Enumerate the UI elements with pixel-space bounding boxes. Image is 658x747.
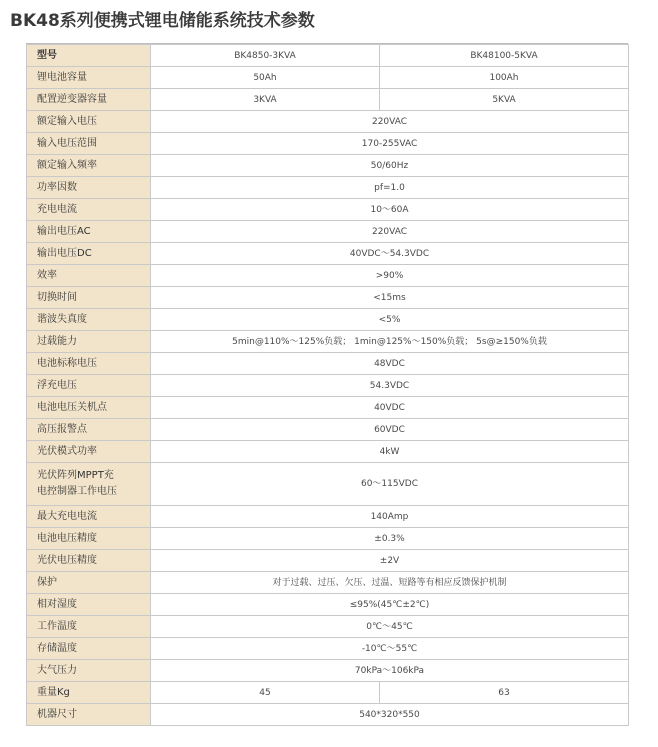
row-value: 5min@110%～125%负载； 1min@125%～150%负载； 5s@≥150%负载: [151, 331, 629, 353]
table-row: [27, 594, 629, 616]
table-row: [27, 682, 629, 704]
table-row: [27, 441, 629, 463]
row-label: 锂电池容量: [27, 67, 151, 89]
table-row: [27, 572, 629, 594]
row-label: 效率: [27, 265, 151, 287]
row-value: 220VAC: [151, 221, 629, 243]
row-value: 540*320*550: [151, 704, 629, 726]
model-1: BK4850-3KVA: [151, 45, 380, 67]
row-label: 电池标称电压: [27, 353, 151, 375]
row-label: 配置逆变器容量: [27, 89, 151, 111]
row-label: 浮充电压: [27, 375, 151, 397]
row-label: 充电电流: [27, 199, 151, 221]
page-title: BK48系列便携式锂电储能系统技术参数: [10, 11, 315, 31]
row-label: 光伏电压精度: [27, 550, 151, 572]
row-label: 功率因数: [27, 177, 151, 199]
row-label: 高压报警点: [27, 419, 151, 441]
table-row: [27, 67, 629, 89]
row-value-model-1: 45: [151, 682, 380, 704]
table-row: [27, 528, 629, 550]
row-value-model-2: 100Ah: [380, 67, 629, 89]
row-value: ±2V: [151, 550, 629, 572]
row-value: 60～115VDC: [151, 463, 629, 506]
row-label: 切换时间: [27, 287, 151, 309]
table-row: [27, 616, 629, 638]
row-label: 机器尺寸: [27, 704, 151, 726]
row-value: >90%: [151, 265, 629, 287]
row-label: 保护: [27, 572, 151, 594]
row-label: 输出电压DC: [27, 243, 151, 265]
table-row: [27, 155, 629, 177]
table-row: [27, 111, 629, 133]
table-row: [27, 221, 629, 243]
row-label: 重量Kg: [27, 682, 151, 704]
table-row: [27, 89, 629, 111]
table-row: [27, 660, 629, 682]
row-value: -10℃～55℃: [151, 638, 629, 660]
header-label: 型号: [27, 45, 151, 67]
row-value: 48VDC: [151, 353, 629, 375]
row-value: ±0.3%: [151, 528, 629, 550]
row-value: pf=1.0: [151, 177, 629, 199]
table-row: [27, 397, 629, 419]
table-row: [27, 243, 629, 265]
row-value: 60VDC: [151, 419, 629, 441]
table-row: [27, 506, 629, 528]
row-label: 最大充电电流: [27, 506, 151, 528]
row-value: 4kW: [151, 441, 629, 463]
spec-table: [26, 44, 629, 726]
table-row: [27, 309, 629, 331]
table-row: [27, 550, 629, 572]
row-label: 额定输入电压: [27, 111, 151, 133]
table-row: [27, 638, 629, 660]
row-label-line-1: 光伏阵列MPPT充: [37, 470, 114, 481]
row-label: 电池电压关机点: [27, 397, 151, 419]
table-row: [27, 353, 629, 375]
table-row: [27, 177, 629, 199]
row-value-model-2: 63: [380, 682, 629, 704]
row-value: 50/60Hz: [151, 155, 629, 177]
row-value: 220VAC: [151, 111, 629, 133]
table-header-row: [27, 45, 629, 67]
row-value: 170-255VAC: [151, 133, 629, 155]
table-row: [27, 419, 629, 441]
table-row: [27, 375, 629, 397]
row-value: 10～60A: [151, 199, 629, 221]
row-label: 工作温度: [27, 616, 151, 638]
row-value: 70kPa～106kPa: [151, 660, 629, 682]
row-label: 输出电压AC: [27, 221, 151, 243]
table-row: [27, 265, 629, 287]
row-value-model-2: 5KVA: [380, 89, 629, 111]
row-value: <5%: [151, 309, 629, 331]
table-row: [27, 331, 629, 353]
row-label: 电池电压精度: [27, 528, 151, 550]
row-value-model-1: 50Ah: [151, 67, 380, 89]
row-value: 40VDC: [151, 397, 629, 419]
row-label: 光伏模式功率: [27, 441, 151, 463]
row-value: <15ms: [151, 287, 629, 309]
row-label: 相对湿度: [27, 594, 151, 616]
row-value: 对于过载、过压、欠压、过温、短路等有相应反馈保护机制: [151, 572, 629, 594]
table-row: [27, 287, 629, 309]
row-label: 输入电压范围: [27, 133, 151, 155]
model-2: BK48100-5KVA: [380, 45, 629, 67]
row-label: 额定输入频率: [27, 155, 151, 177]
row-value: 40VDC～54.3VDC: [151, 243, 629, 265]
row-label-line-2: 电控制器工作电压: [37, 486, 117, 497]
row-value: 54.3VDC: [151, 375, 629, 397]
table-row: [27, 199, 629, 221]
row-label: 过载能力: [27, 331, 151, 353]
row-value-model-1: 3KVA: [151, 89, 380, 111]
row-value: ≤95%(45℃±2℃): [151, 594, 629, 616]
row-label: 谐波失真度: [27, 309, 151, 331]
table-row: [27, 463, 629, 506]
row-label: 存储温度: [27, 638, 151, 660]
row-label: 大气压力: [27, 660, 151, 682]
row-value: 140Amp: [151, 506, 629, 528]
row-value: 0℃～45℃: [151, 616, 629, 638]
table-row: [27, 704, 629, 726]
row-label: [27, 463, 151, 506]
table-row: [27, 133, 629, 155]
